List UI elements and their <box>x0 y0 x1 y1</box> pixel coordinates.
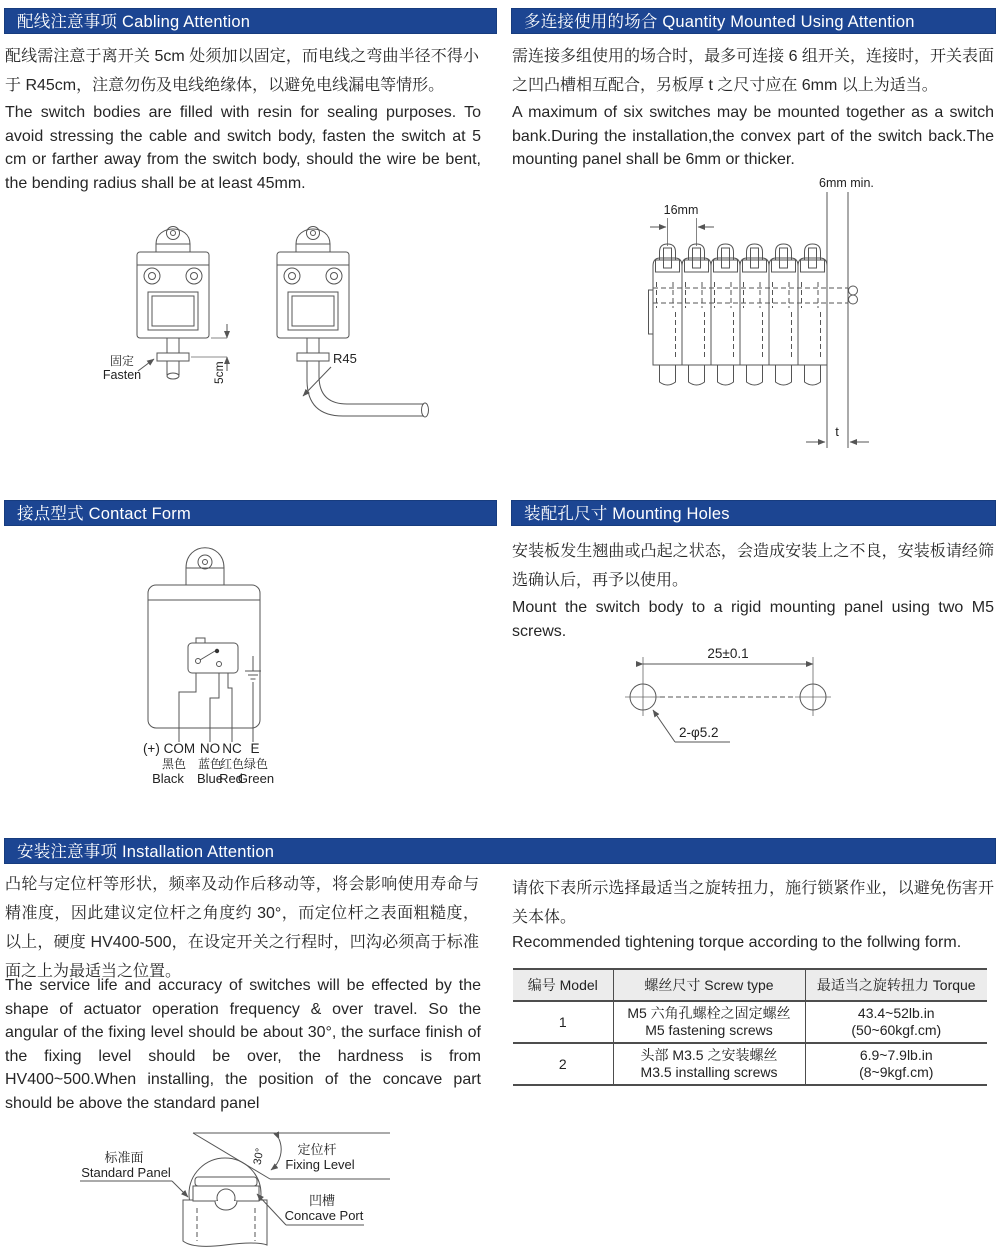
mounting-holes-diagram <box>580 632 900 774</box>
concave-port-label-en: Concave Port <box>284 1208 364 1223</box>
torque-col-model: 编号 Model <box>513 969 613 1001</box>
torque-row-1-model: 1 <box>513 1001 613 1043</box>
torque-row-2 <box>513 1043 987 1085</box>
standard-panel-label-zh: 标准面 <box>104 1150 144 1165</box>
terminal-no: NO <box>199 741 221 756</box>
torque-row-1-screw-zh: M5 六角孔螺栓之固定螺丝 <box>627 1005 791 1021</box>
torque-row-2-model: 2 <box>513 1043 613 1085</box>
wire-color-en-green: Green <box>237 771 275 786</box>
torque-row-1-screw <box>613 1001 805 1043</box>
torque-row-2-torque <box>805 1043 987 1085</box>
fixing-level-label-zh: 定位杆 <box>297 1142 337 1157</box>
terminal-nc: NC <box>222 741 242 756</box>
torque-row-1 <box>513 1001 987 1043</box>
torque-row-2-screw-en: M3.5 installing screws <box>640 1064 778 1080</box>
mounting-text-zh: 安装板发生翘曲或凸起之状态，会造成安装上之不良，安装板请经筛选确认后，再予以使用。 <box>512 543 994 589</box>
fasten-label-zh: 固定 <box>109 354 135 368</box>
wire-color-en-red: Red <box>219 771 243 786</box>
cabling-text-en: The switch bodies are filled with resin for sealing purposes. To avoid stressing the cable and switch body, fasten the switch at 5 cm or farther away from the switch body, should the wire be bent, the bending radius shall be at least 45mm. <box>5 104 481 192</box>
fasten-label-en: Fasten <box>102 368 142 382</box>
cabling-text-zh: 配线需注意于离开关 5cm 处须加以固定，而电线之弯曲半径不得小于 R45cm，注意勿伤及电线绝缘体，以避免电线漏电等情形。 <box>5 48 479 94</box>
quantity-text-zh: 需连接多组使用的场合时，最多可连接 6 组开关，连接时，开关表面之凹凸槽相互配合，另板厚 t 之尺寸应在 6mm 以上为适当。 <box>512 48 994 94</box>
dim-25-label: 25±0.1 <box>707 646 749 661</box>
torque-col-torque: 最适当之旋转扭力 Torque <box>805 969 987 1001</box>
radius-r45-label: R45 <box>333 351 357 366</box>
torque-table-header-row <box>513 969 987 1001</box>
installation-diagram <box>60 1113 460 1253</box>
installation-text-en-right: Recommended tightening torque according to the follwing form. <box>512 934 962 951</box>
concave-port-label-zh: 凹槽 <box>308 1193 336 1208</box>
torque-row-2-kgf: (8~9kgf.cm) <box>859 1064 934 1080</box>
terminal-e: E <box>250 741 260 756</box>
section-header-quantity: 多连接使用的场合 Quantity Mounted Using Attention <box>511 8 996 34</box>
section-header-mounting: 装配孔尺寸 Mounting Holes <box>511 500 996 526</box>
wire-color-zh-black: 黑色 <box>161 757 187 771</box>
wire-color-zh-green: 绿色 <box>243 757 269 771</box>
torque-row-1-lb: 43.4~52lb.in <box>857 1005 935 1021</box>
quantity-text-en: A maximum of six switches may be mounted together as a switch bank.During the installation,the convex part of the switch back.The mounting panel shall be 6mm or thicker. <box>512 104 994 168</box>
contact-form-diagram <box>100 530 420 792</box>
section-header-installation: 安装注意事项 Installation Attention <box>4 838 996 864</box>
torque-table <box>513 968 987 1086</box>
wire-color-zh-blue: 蓝色 <box>197 757 223 771</box>
torque-row-2-screw-zh: 头部 M3.5 之安装螺丝 <box>640 1047 778 1063</box>
torque-row-2-lb: 6.9~7.9lb.in <box>859 1047 933 1063</box>
holes-label: 2-φ5.2 <box>679 725 719 740</box>
wire-color-en-blue: Blue <box>196 771 224 786</box>
dim-5cm-label: 5cm <box>212 361 226 384</box>
torque-row-1-kgf: (50~60kgf.cm) <box>851 1022 942 1038</box>
wire-color-zh-red: 红色 <box>219 757 245 771</box>
cabling-diagram <box>80 212 440 447</box>
installation-text-zh-right: 请依下表所示选择最适当之旋转扭力，施行锁紧作业，以避免伤害开关本体。 <box>512 880 994 926</box>
wire-color-en-black: Black <box>152 771 184 786</box>
torque-row-1-torque <box>805 1001 987 1043</box>
section-header-cabling: 配线注意事项 Cabling Attention <box>4 8 497 34</box>
quantity-diagram <box>600 170 1000 460</box>
installation-text-zh-left: 凸轮与定位杆等形状，频率及动作后移动等，将会影响使用寿命与精准度，因此建议定位杆之角度约 30°，而定位杆之表面粗糙度，以上，硬度 HV400-500，在设定开关之行程时，凹沟必须高于标准面之上为最适当之位置。 <box>5 876 479 980</box>
dim-t-label: t <box>835 424 839 439</box>
angle-30-label: 30° <box>251 1147 267 1166</box>
dim-6mm-label: 6mm min. <box>819 176 874 190</box>
dim-16mm-label: 16mm <box>663 203 699 217</box>
installation-text-en-left: The service life and accuracy of switches will be effected by the shape of actuator operation frequency & over travel. So the angular of the fixing level should be about 30°, the surface finish of the fixing level should be over, the hardness is from HV400~500.When installing, the position of the concave part should be above the standard panel <box>5 977 481 1112</box>
torque-row-1-screw-en: M5 fastening screws <box>645 1022 773 1038</box>
mounting-text-en: Mount the switch body to a rigid mounting panel using two M5 screws. <box>512 599 994 640</box>
terminal-com: (+) COM <box>142 741 196 756</box>
fixing-level-label-en: Fixing Level <box>285 1157 355 1172</box>
standard-panel-label-en: Standard Panel <box>81 1165 171 1180</box>
torque-row-2-screw <box>613 1043 805 1085</box>
torque-col-screw: 螺丝尺寸 Screw type <box>613 969 805 1001</box>
section-header-contact: 接点型式 Contact Form <box>4 500 497 526</box>
